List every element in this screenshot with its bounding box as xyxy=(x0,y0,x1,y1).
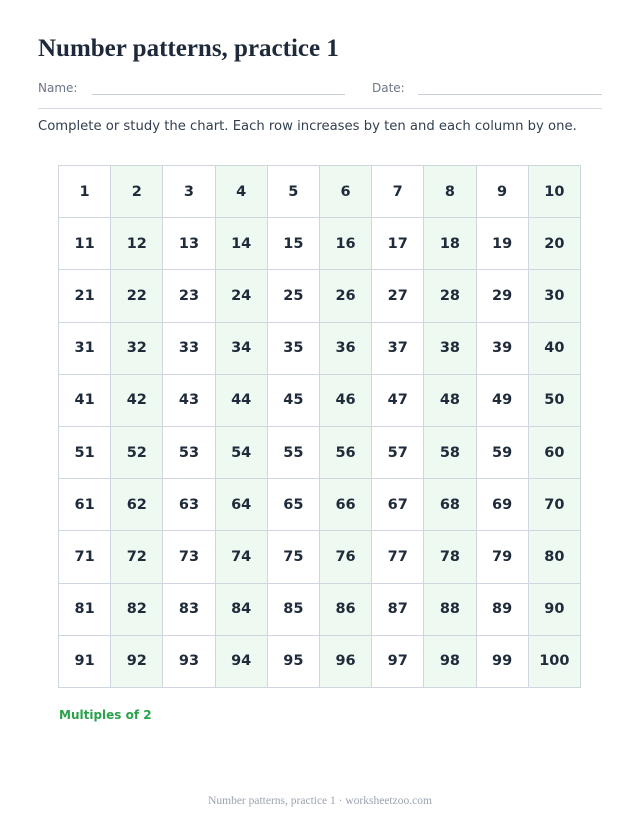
chart-cell: 53 xyxy=(163,426,215,478)
chart-cell: 45 xyxy=(267,374,319,426)
chart-cell: 79 xyxy=(476,531,528,583)
chart-cell: 80 xyxy=(528,531,580,583)
chart-cell: 7 xyxy=(372,166,424,218)
chart-cell: 27 xyxy=(372,270,424,322)
chart-cell: 74 xyxy=(215,531,267,583)
chart-cell: 60 xyxy=(528,426,580,478)
chart-cell: 47 xyxy=(372,374,424,426)
chart-cell: 87 xyxy=(372,583,424,635)
chart-cell: 94 xyxy=(215,635,267,687)
chart-cell: 97 xyxy=(372,635,424,687)
chart-row xyxy=(59,583,581,635)
chart-cell: 34 xyxy=(215,322,267,374)
date-field[interactable] xyxy=(418,94,602,95)
chart-row xyxy=(59,322,581,374)
chart-cell: 30 xyxy=(528,270,580,322)
chart-cell: 39 xyxy=(476,322,528,374)
chart-cell: 35 xyxy=(267,322,319,374)
chart-cell: 77 xyxy=(372,531,424,583)
chart-cell: 50 xyxy=(528,374,580,426)
chart-cell: 8 xyxy=(424,166,476,218)
chart-cell: 86 xyxy=(319,583,371,635)
chart-cell: 21 xyxy=(59,270,111,322)
chart-cell: 61 xyxy=(59,479,111,531)
chart-cell: 99 xyxy=(476,635,528,687)
chart-cell: 20 xyxy=(528,218,580,270)
chart-cell: 1 xyxy=(59,166,111,218)
chart-cell: 28 xyxy=(424,270,476,322)
chart-cell: 24 xyxy=(215,270,267,322)
chart-cell: 26 xyxy=(319,270,371,322)
chart-cell: 98 xyxy=(424,635,476,687)
chart-cell: 55 xyxy=(267,426,319,478)
chart-cell: 49 xyxy=(476,374,528,426)
chart-cell: 58 xyxy=(424,426,476,478)
chart-cell: 36 xyxy=(319,322,371,374)
chart-cell: 63 xyxy=(163,479,215,531)
chart-cell: 82 xyxy=(111,583,163,635)
chart-row xyxy=(59,218,581,270)
chart-cell: 76 xyxy=(319,531,371,583)
chart-row xyxy=(59,270,581,322)
chart-cell: 46 xyxy=(319,374,371,426)
chart-cell: 41 xyxy=(59,374,111,426)
chart-cell: 2 xyxy=(111,166,163,218)
chart-cell: 95 xyxy=(267,635,319,687)
chart-cell: 44 xyxy=(215,374,267,426)
chart-cell: 66 xyxy=(319,479,371,531)
chart-cell: 81 xyxy=(59,583,111,635)
chart-cell: 14 xyxy=(215,218,267,270)
page-title: Number patterns, practice 1 xyxy=(38,35,339,62)
chart-row xyxy=(59,374,581,426)
chart-cell: 67 xyxy=(372,479,424,531)
chart-cell: 38 xyxy=(424,322,476,374)
name-label: Name: xyxy=(38,81,78,95)
chart-cell: 75 xyxy=(267,531,319,583)
name-field[interactable] xyxy=(92,94,345,95)
chart-cell: 100 xyxy=(528,635,580,687)
chart-row xyxy=(59,635,581,687)
chart-cell: 54 xyxy=(215,426,267,478)
chart-cell: 56 xyxy=(319,426,371,478)
instructions-text: Complete or study the chart. Each row increases by ten and each column by one. xyxy=(38,119,577,134)
page-footer: Number patterns, practice 1 · worksheetzoo.com xyxy=(208,795,432,807)
chart-cell: 64 xyxy=(215,479,267,531)
chart-row xyxy=(59,166,581,218)
chart-cell: 71 xyxy=(59,531,111,583)
chart-cell: 52 xyxy=(111,426,163,478)
chart-cell: 57 xyxy=(372,426,424,478)
chart-cell: 12 xyxy=(111,218,163,270)
date-label: Date: xyxy=(372,81,405,95)
chart-row xyxy=(59,479,581,531)
chart-cell: 16 xyxy=(319,218,371,270)
chart-cell: 4 xyxy=(215,166,267,218)
chart-cell: 96 xyxy=(319,635,371,687)
chart-cell: 40 xyxy=(528,322,580,374)
chart-cell: 13 xyxy=(163,218,215,270)
chart-cell: 32 xyxy=(111,322,163,374)
chart-cell: 83 xyxy=(163,583,215,635)
chart-cell: 10 xyxy=(528,166,580,218)
hundred-chart xyxy=(58,165,581,688)
chart-cell: 68 xyxy=(424,479,476,531)
chart-cell: 89 xyxy=(476,583,528,635)
chart-cell: 31 xyxy=(59,322,111,374)
chart-cell: 23 xyxy=(163,270,215,322)
chart-row xyxy=(59,426,581,478)
chart-cell: 93 xyxy=(163,635,215,687)
chart-cell: 33 xyxy=(163,322,215,374)
chart-cell: 78 xyxy=(424,531,476,583)
chart-cell: 65 xyxy=(267,479,319,531)
chart-cell: 25 xyxy=(267,270,319,322)
chart-cell: 84 xyxy=(215,583,267,635)
chart-cell: 15 xyxy=(267,218,319,270)
chart-cell: 69 xyxy=(476,479,528,531)
chart-cell: 22 xyxy=(111,270,163,322)
chart-cell: 92 xyxy=(111,635,163,687)
chart-cell: 3 xyxy=(163,166,215,218)
chart-row xyxy=(59,531,581,583)
chart-cell: 17 xyxy=(372,218,424,270)
chart-cell: 51 xyxy=(59,426,111,478)
chart-cell: 90 xyxy=(528,583,580,635)
chart-cell: 70 xyxy=(528,479,580,531)
chart-cell: 37 xyxy=(372,322,424,374)
chart-cell: 59 xyxy=(476,426,528,478)
chart-cell: 72 xyxy=(111,531,163,583)
chart-cell: 91 xyxy=(59,635,111,687)
chart-cell: 5 xyxy=(267,166,319,218)
chart-cell: 6 xyxy=(319,166,371,218)
chart-cell: 9 xyxy=(476,166,528,218)
chart-cell: 85 xyxy=(267,583,319,635)
chart-cell: 88 xyxy=(424,583,476,635)
chart-cell: 48 xyxy=(424,374,476,426)
chart-cell: 18 xyxy=(424,218,476,270)
chart-cell: 29 xyxy=(476,270,528,322)
chart-cell: 62 xyxy=(111,479,163,531)
name-date-row xyxy=(38,78,602,109)
chart-cell: 11 xyxy=(59,218,111,270)
chart-cell: 43 xyxy=(163,374,215,426)
chart-cell: 73 xyxy=(163,531,215,583)
chart-cell: 19 xyxy=(476,218,528,270)
chart-cell: 42 xyxy=(111,374,163,426)
legend-label: Multiples of 2 xyxy=(59,708,152,722)
